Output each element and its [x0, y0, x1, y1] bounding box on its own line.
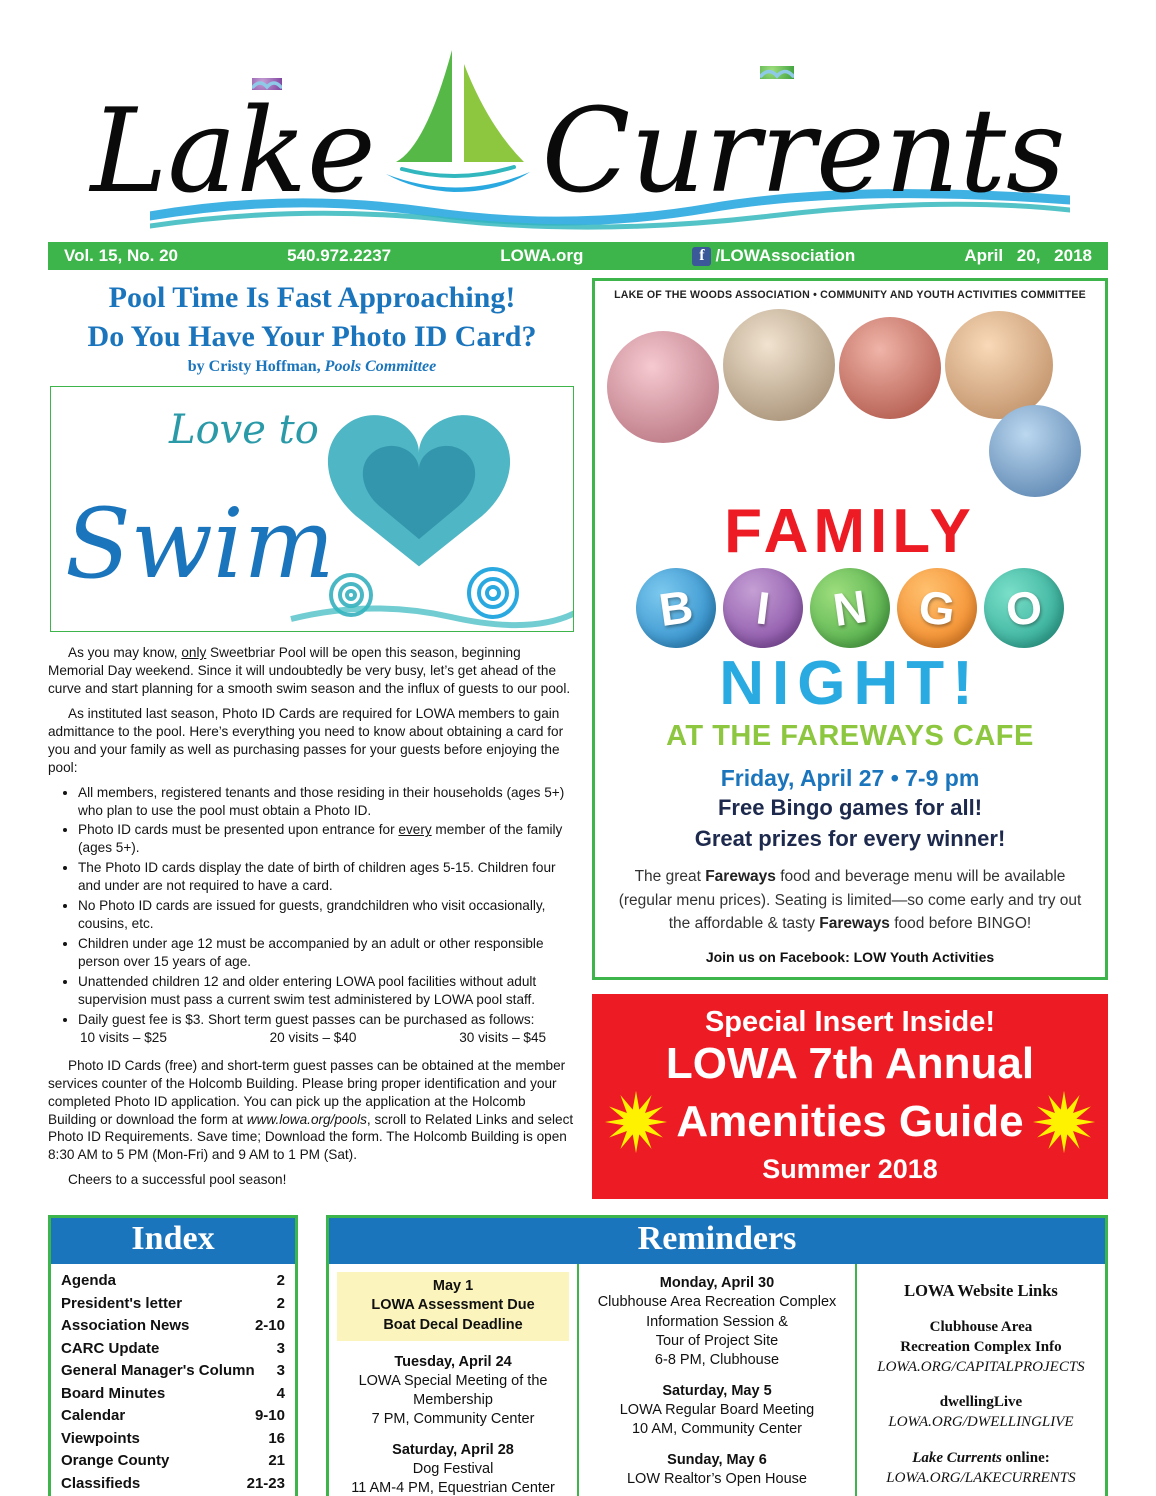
index-box [48, 1215, 298, 1496]
insert-title-line2: Amenities Guide [676, 1096, 1024, 1146]
facebook-cta: Join us on Facebook: LOW Youth Activities [705, 949, 995, 966]
event-date: Saturday, April 28 [392, 1442, 514, 1459]
article-paragraph: As you may know, only Sweetbriar Pool will be open this season, beginning Memorial Day weekend. Since it will undoubtedly be very busy, let’s get ahead of the curve and start planning for a smooth swim season and the influx of guests to our pool. [48, 645, 571, 696]
list-item: • The Photo ID cards display the date of birth of children ages 5-15. Children four and under are not required to have a card. [78, 859, 576, 895]
special-insert-banner [592, 994, 1108, 1199]
love-to-swim-graphic [50, 386, 574, 632]
heart-shape [328, 415, 510, 566]
photo-circle [839, 317, 941, 419]
index-entry: Orange County 21 [61, 1452, 285, 1470]
lake-currents-link[interactable]: LOWA.ORG/LAKECURRENTS [886, 1469, 1076, 1486]
index-header: Index [51, 1218, 295, 1265]
list-item: • No Photo ID cards are issued for guests, grandchildren who visit occasionally, cousins, etc. [78, 897, 576, 933]
article-title [48, 278, 576, 356]
family-heading: FAMILY [724, 497, 976, 566]
reminders-header: Reminders [329, 1218, 1105, 1265]
bingo-ball: G [892, 564, 981, 653]
bingo-ball: N [805, 563, 895, 653]
volume-number: Vol. 15, No. 20 [64, 246, 179, 265]
reminders-column-links [855, 1264, 1105, 1496]
figure-text-swim: Swim [65, 488, 335, 600]
event-detail: LOWA Regular Board Meeting [619, 1402, 815, 1419]
reminders-column-1 [329, 1264, 577, 1496]
article-paragraph: Photo ID Cards (free) and short-term guest passes can be obtained at the member services counter of the Holcomb Building. Please bring proper identification and your completed Photo ID application. You can pick up the application at the Holcomb Building or download the form at www.lowa.org/pools, scroll to Related Links and select Photo ID Requirements. Save time; Download the form. The Holcomb Building is open 8:30 AM to 5 PM (Mon-Fri) and 9 AM to 1 PM (Sat). [48, 1057, 574, 1163]
starburst-icon [1032, 1090, 1096, 1154]
pool-rules-list [54, 784, 576, 1047]
byline-author: by Cristy Hoffman, [187, 358, 321, 375]
bingo-photos [605, 309, 1095, 497]
index-entry: CARC Update 3 [61, 1339, 285, 1357]
bingo-paragraph: The great Fareways food and beverage menu will be available (regular menu prices). Seating is limited—so come early and try out the affordable & tasty Fareways food before BINGO! [618, 868, 1082, 932]
article-title-line1: Pool Time Is Fast Approaching! [108, 281, 516, 314]
masthead-word-lake: Lake [90, 83, 376, 219]
event-detail: 7 PM, Community Center [371, 1411, 535, 1428]
article-closing: Cheers to a successful pool season! [68, 1172, 287, 1188]
deadline-highlight: May 1 LOWA Assessment Due Boat Decal Deadline [337, 1272, 569, 1340]
event-date: Saturday, May 5 [662, 1382, 772, 1399]
photo-circle [945, 311, 1053, 419]
bingo-ball: O [979, 563, 1069, 653]
event-detail: Tour of Project Site [655, 1332, 779, 1349]
night-heading: NIGHT! [719, 649, 981, 719]
reminders-box [326, 1215, 1108, 1496]
event-detail: Dog Festival [412, 1461, 494, 1478]
photo-circle [607, 331, 719, 443]
byline-committee: Pools Committee [324, 358, 437, 375]
index-entry: General Manager's Column 3 [61, 1362, 285, 1380]
article-byline [48, 358, 576, 376]
insert-subtitle: Summer 2018 [762, 1153, 938, 1184]
insert-title-line1: LOWA 7th Annual [665, 1039, 1035, 1089]
index-entry: Calendar 9-10 [61, 1407, 285, 1425]
event-detail: Membership [413, 1391, 493, 1408]
event-detail: 11 AM-4 PM, Equestrian Center [351, 1480, 555, 1496]
event-detail: 6-8 PM, Clubhouse [654, 1351, 780, 1368]
pools-url-link[interactable]: www.lowa.org/pools [246, 1111, 367, 1127]
figure-text-love-to: Love to [169, 407, 319, 453]
list-item: • Photo ID cards must be presented upon entrance for every member of the family (ages 5+). [78, 821, 576, 857]
link-group-title: Clubhouse Area Recreation Complex Info [900, 1319, 1062, 1355]
event-date: Tuesday, April 24 [394, 1353, 512, 1370]
starburst-icon [604, 1090, 668, 1154]
website-link[interactable]: LOWA.org [500, 246, 584, 265]
event-datetime: Friday, April 27 • 7-9 pm [720, 765, 980, 792]
event-date: Monday, April 30 [659, 1275, 775, 1292]
event-detail: LOWA Special Meeting of the [358, 1372, 548, 1389]
masthead-word-currents: Currents [541, 83, 1066, 219]
sailboat-icon [382, 42, 534, 208]
index-entry: Agenda 2 [61, 1272, 285, 1290]
info-bar [48, 242, 1108, 270]
index-entry: Board Minutes 4 [61, 1384, 285, 1402]
bingo-balls [605, 568, 1095, 648]
link-group-title: Lake Currents online: [912, 1450, 1050, 1467]
facebook-icon: f [692, 247, 711, 266]
list-item: • Daily guest fee is $3. Short term guest passes can be purchased as follows: 10 visits – $25 20 visits – $40 30 visits – $45 [78, 1011, 576, 1047]
phone-number: 540.972.2237 [287, 246, 392, 265]
index-entry: Viewpoints 16 [61, 1429, 285, 1447]
insert-headline: Special Insert Inside! [704, 1006, 996, 1039]
photo-circle [723, 309, 835, 421]
event-date: Sunday, May 6 [667, 1452, 767, 1469]
photo-circle [989, 405, 1081, 497]
event-detail: Clubhouse Area Recreation Complex [597, 1294, 837, 1311]
event-detail: Information Session & [646, 1313, 788, 1330]
article-paragraph: As instituted last season, Photo ID Cards are required for LOWA members to gain admittance to the pool. Here’s everything you need to know about obtaining a card for you and your family as well as purchasing passes for your guests before enjoying the pool: [48, 705, 564, 775]
bingo-flyer [592, 278, 1108, 980]
pool-article [48, 278, 576, 1199]
list-item: • Unattended children 12 and older entering LOWA pool facilities without adult supervision must pass a current swim test administered by LOWA pool staff. [78, 973, 576, 1009]
facebook-handle: /LOWAssociation [715, 246, 856, 265]
event-detail: 10 AM, Community Center [631, 1421, 803, 1438]
reminders-column-2 [577, 1264, 855, 1496]
bingo-ball: B [631, 563, 721, 653]
venue-line: AT THE FAREWAYS CAFE [666, 720, 1034, 753]
links-title: LOWA Website Links [904, 1281, 1058, 1301]
list-item: • Children under age 12 must be accompanied by an adult or other responsible person over 15 years of age. [78, 935, 576, 971]
event-detail: LOW Realtor’s Open House [626, 1471, 807, 1488]
issue-date: April 20, 2018 [964, 246, 1092, 265]
link-group-title: dwellingLive [939, 1394, 1023, 1411]
event-detail-line: Great prizes for every winner! [694, 825, 1006, 851]
masthead [0, 0, 1156, 238]
guest-pass-prices: 10 visits – $25 20 visits – $40 30 visits – $45 [80, 1029, 547, 1045]
index-entry: Association News 2-10 [61, 1317, 285, 1335]
facebook-link[interactable] [692, 246, 855, 266]
bingo-ball: I [718, 564, 807, 653]
dwellinglive-link[interactable]: LOWA.ORG/DWELLINGLIVE [888, 1414, 1074, 1431]
committee-line: LAKE OF THE WOODS ASSOCIATION • COMMUNITY AND YOUTH ACTIVITIES COMMITTEE [614, 289, 1086, 301]
list-item: • All members, registered tenants and those residing in their households (ages 5+) who plan to use the pool must obtain a Photo ID. [78, 784, 576, 820]
event-detail-line: Free Bingo games for all! [717, 795, 983, 821]
index-entry: President's letter 2 [61, 1294, 285, 1312]
capital-projects-link[interactable]: LOWA.ORG/CAPITALPROJECTS [877, 1358, 1085, 1375]
index-entry: Classifieds 21-23 [61, 1474, 285, 1492]
article-title-line2: Do You Have Your Photo ID Card? [87, 320, 537, 353]
